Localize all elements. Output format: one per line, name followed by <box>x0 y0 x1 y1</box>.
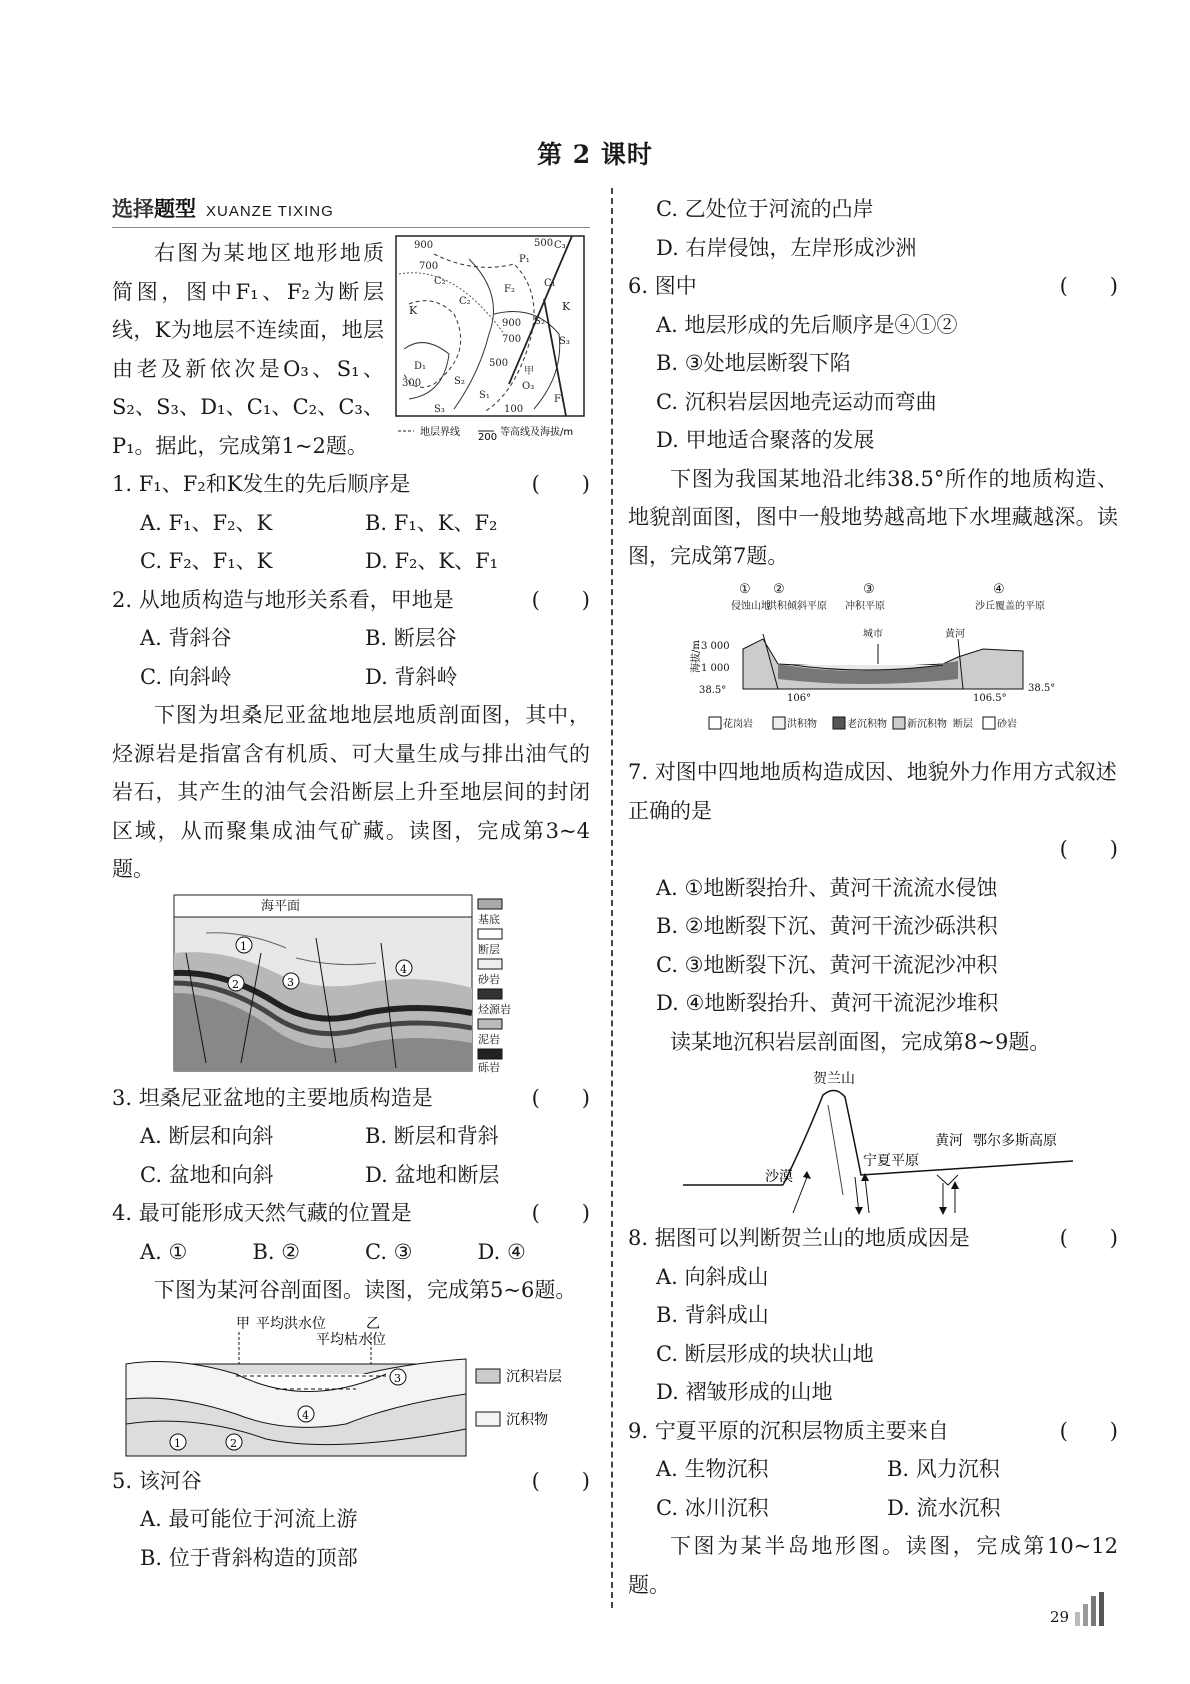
q7-answer-bracket[interactable]: ( ) <box>1059 837 1118 861</box>
right-column <box>628 190 1118 1604</box>
q2-option-a: A. 背斜谷 <box>140 626 232 650</box>
geologic-map-figure <box>394 234 590 455</box>
q6-option-a: A. 地层形成的先后顺序是④①② <box>656 312 958 337</box>
q5-option-c: C. 乙处位于河流的凸岸 <box>656 197 874 221</box>
q2-option-c: C. 向斜岭 <box>140 664 232 689</box>
svg-text:S₃: S₃ <box>434 404 445 415</box>
page-corner-bars-icon <box>1075 1592 1105 1626</box>
intro-q7: 下图为我国某地沿北纬38.5°所作的地质构造、地貌剖面图，图中一般地势越高地下水埋藏越深。读图，完成第7题。 <box>628 466 1118 568</box>
svg-text:C₂: C₂ <box>434 276 446 287</box>
q9-option-c: C. 冰川沉积 <box>656 1495 769 1520</box>
q8-answer-bracket[interactable]: ( ) <box>1059 1226 1118 1250</box>
svg-text:100: 100 <box>504 404 524 415</box>
q2-answer-bracket[interactable]: ( ) <box>531 587 590 612</box>
fig5-plateau: 鄂尔多斯高原 <box>973 1133 1057 1149</box>
q6-option-b: B. ③处地层断裂下陷 <box>656 351 851 375</box>
column-divider <box>611 188 613 1608</box>
q1-answer-bracket[interactable]: ( ) <box>531 472 590 496</box>
legend-sandstone: 砂岩 <box>478 972 500 986</box>
q3-stem: 3. 坦桑尼亚盆地的主要地质构造是 <box>112 1085 433 1110</box>
fig4-city: 城市 <box>863 629 883 640</box>
svg-text:S₁: S₁ <box>479 390 490 401</box>
q5-option-d: D. 右岸侵蚀，左岸形成沙洲 <box>656 235 917 260</box>
fig4-n3: ③ <box>863 582 875 597</box>
section-label-light: 选择 <box>112 197 154 221</box>
river-valley-section <box>116 1314 586 1458</box>
q6-stem: 6. 图中 <box>628 274 697 298</box>
fig4-legend-new-sediment: 新沉积物 <box>907 719 947 730</box>
question-9 <box>628 1412 1118 1451</box>
fig4-lon-left: 106° <box>787 693 812 704</box>
fig4-legend-sandstone: 砂岩 <box>997 719 1017 730</box>
q7-option-d: D. ④地断裂抬升、黄河干流泥沙堆积 <box>656 991 999 1015</box>
q3-option-c: C. 盆地和向斜 <box>140 1162 274 1187</box>
svg-text:甲: 甲 <box>524 366 534 377</box>
svg-text:F₂: F₂ <box>504 284 515 295</box>
svg-text:3: 3 <box>287 975 294 989</box>
q5-stem: 5. 该河谷 <box>112 1468 202 1493</box>
q1-stem: 1. F₁、F₂和K发生的先后顺序是 <box>112 472 411 496</box>
question-4 <box>112 1194 590 1233</box>
fig4-lat-right: 38.5° <box>1028 683 1056 694</box>
q7-option-c: C. ③地断裂下沉、黄河干流泥沙冲积 <box>656 952 998 977</box>
q7-option-a: A. ①地断裂抬升、黄河干流流水侵蚀 <box>656 875 998 900</box>
fig4-n2: ② <box>773 582 785 597</box>
q1-option-a: A. F₁、F₂、K <box>140 510 273 535</box>
section-label-en: XUANZE TIXING <box>206 203 334 220</box>
fig3-legend-sediment: 沉积物 <box>506 1411 548 1428</box>
q8-option-d: D. 褶皱形成的山地 <box>656 1380 833 1404</box>
q9-option-b: B. 风力沉积 <box>887 1457 1000 1481</box>
svg-text:1: 1 <box>174 1436 181 1450</box>
q4-stem: 4. 最可能形成天然气藏的位置是 <box>112 1201 412 1225</box>
legend-basement: 基底 <box>478 912 500 926</box>
q8-option-b: B. 背斜成山 <box>656 1303 769 1327</box>
section-header <box>112 190 590 230</box>
fig4-y1: 3 000 <box>701 641 730 652</box>
svg-text:C₂: C₂ <box>459 296 471 307</box>
fig3-yi: 乙 <box>366 1315 380 1332</box>
fig3-legend-rock: 沉积岩层 <box>506 1368 562 1385</box>
fig4-ylabel: 海拔/m <box>691 640 702 673</box>
svg-text:K: K <box>562 300 571 313</box>
svg-text:F₁: F₁ <box>554 394 565 405</box>
svg-text:S₃: S₃ <box>559 336 570 347</box>
q4-answer-bracket[interactable]: ( ) <box>531 1201 590 1225</box>
fig3-flood-level: 平均洪水位 <box>256 1315 326 1332</box>
question-5 <box>112 1462 590 1501</box>
q4-option-a: A. ① <box>140 1239 188 1264</box>
svg-text:900: 900 <box>502 318 522 329</box>
svg-text:700: 700 <box>502 334 522 345</box>
fig3-jia: 甲 <box>236 1315 250 1332</box>
q5-option-a: A. 最可能位于河流上游 <box>140 1507 358 1531</box>
svg-text:2: 2 <box>230 1436 237 1450</box>
q1-option-b: B. F₁、K、F₂ <box>365 510 498 535</box>
fig4-legend-old-sediment: 老沉积物 <box>847 719 887 730</box>
left-column <box>112 190 590 1577</box>
svg-text:700: 700 <box>419 261 439 272</box>
question-3 <box>112 1079 590 1118</box>
sea-level-label: 海平面 <box>261 898 301 914</box>
fig3-dry-level: 平均枯水位 <box>316 1331 386 1348</box>
svg-text:1: 1 <box>240 939 247 953</box>
fig4-eroded-mountain: 侵蚀山地 <box>731 601 771 612</box>
question-1 <box>112 465 590 504</box>
fig4-dune-plain: 沙丘覆盖的平原 <box>975 601 1045 612</box>
q3-option-d: D. 盆地和断层 <box>365 1162 500 1187</box>
geologic-map <box>394 234 590 442</box>
legend-mudstone: 泥岩 <box>478 1032 500 1046</box>
svg-text:O₃: O₃ <box>522 381 535 392</box>
q4-option-d: D. ④ <box>477 1239 526 1264</box>
svg-text:500: 500 <box>489 358 509 369</box>
q8-stem: 8. 据图可以判断贺兰山的地质成因是 <box>628 1226 970 1250</box>
q4-option-c: C. ③ <box>365 1239 413 1264</box>
svg-text:4: 4 <box>400 962 407 976</box>
svg-text:4: 4 <box>302 1408 309 1422</box>
fig4-river: 黄河 <box>945 629 965 640</box>
q4-option-b: B. ② <box>252 1239 301 1264</box>
intro-q3-4: 下图为坦桑尼亚盆地地层地质剖面图，其中，烃源岩是指富含有机质、可大量生成与排出油气的岩石，其产生的油气会沿断层上升至地层间的封闭区域，从而聚集成油气矿藏。读图，完成第3~4题。 <box>112 703 590 881</box>
page-title: 第 2 课时 <box>537 140 653 169</box>
q6-option-c: C. 沉积岩层因地壳运动而弯曲 <box>656 389 937 414</box>
latitude-section-38-5 <box>683 579 1063 749</box>
q8-option-c: C. 断层形成的块状山地 <box>656 1341 874 1366</box>
legend-source-rock: 烃源岩 <box>478 1002 511 1016</box>
q9-answer-bracket[interactable]: ( ) <box>1059 1418 1118 1443</box>
q9-option-d: D. 流水沉积 <box>887 1495 1001 1520</box>
tanzania-basin-section <box>166 893 536 1075</box>
fig5-desert: 沙漠 <box>765 1169 793 1185</box>
helan-mountain-section <box>673 1065 1073 1215</box>
q7-option-b: B. ②地断裂下沉、黄河干流沙砾洪积 <box>656 914 998 938</box>
q6-answer-bracket[interactable]: ( ) <box>1059 274 1118 298</box>
question-6 <box>628 267 1118 306</box>
q9-option-a: A. 生物沉积 <box>656 1457 769 1481</box>
q1-option-d: D. F₂、K、F₁ <box>365 549 499 573</box>
page-number: 29 <box>1050 1608 1070 1626</box>
fig4-alluvial-plain: 冲积平原 <box>845 601 885 612</box>
intro-q1-2: 右图为某地区地形地质简图，图中F₁、F₂为断层线，K为地层不连续面，地层由老及新依次是O₃、S₁、S₂、S₃、D₁、C₁、C₂、C₃、P₁。据此，完成第1~2题。 <box>112 241 384 458</box>
svg-text:K: K <box>409 304 418 317</box>
fig4-legend-flood-deposit: 洪积物 <box>787 719 817 730</box>
svg-text:C₁: C₁ <box>544 278 556 289</box>
fig5-plain: 宁夏平原 <box>863 1153 919 1169</box>
legend-conglomerate: 砾岩 <box>478 1060 500 1074</box>
fig4-alluvial-fan: 洪积倾斜平原 <box>767 601 827 612</box>
q3-option-b: B. 断层和背斜 <box>365 1124 499 1148</box>
q3-option-a: A. 断层和向斜 <box>140 1124 274 1148</box>
fig4-n4: ④ <box>993 582 1005 597</box>
q8-option-a: A. 向斜成山 <box>656 1264 769 1289</box>
map-legend-2: 200 <box>478 432 498 442</box>
question-2 <box>112 581 590 620</box>
svg-text:S₂: S₂ <box>454 376 465 387</box>
fig4-legend-granite: 花岗岩 <box>723 719 753 730</box>
svg-text:P₁: P₁ <box>519 254 530 265</box>
section-underline <box>112 227 590 228</box>
svg-text:S₂: S₂ <box>534 316 545 327</box>
map-legend-1: 地层界线 <box>420 427 460 438</box>
fig4-lat-left: 38.5° <box>699 685 727 696</box>
fig5-helan: 贺兰山 <box>813 1071 855 1087</box>
map-legend-3: 等高线及海拔/m <box>500 427 574 438</box>
svg-text:500: 500 <box>534 238 554 249</box>
q2-stem: 2. 从地质构造与地形关系看，甲地是 <box>112 587 454 612</box>
svg-text:D₁: D₁ <box>414 361 427 372</box>
q2-option-d: D. 背斜岭 <box>365 664 458 689</box>
section-label-bold: 题型 <box>154 197 196 221</box>
intro-q8-9: 读某地沉积岩层剖面图，完成第8~9题。 <box>670 1029 1051 1054</box>
q2-option-b: B. 断层谷 <box>365 626 457 650</box>
legend-fault: 断层 <box>478 942 500 956</box>
q6-option-d: D. 甲地适合聚落的发展 <box>656 428 875 452</box>
q3-answer-bracket[interactable]: ( ) <box>531 1085 590 1110</box>
svg-text:900: 900 <box>414 240 434 251</box>
q5-answer-bracket[interactable]: ( ) <box>531 1468 590 1493</box>
fig4-n1: ① <box>739 582 751 597</box>
q9-stem: 9. 宁夏平原的沉积层物质主要来自 <box>628 1418 949 1443</box>
fig4-legend-fault: 断层 <box>953 719 973 730</box>
q7-stem: 7. 对图中四地地质构造成因、地貌外力作用方式叙述正确的是 <box>628 760 1117 823</box>
intro-q10-12: 下图为某半岛地形图。读图，完成第10~12题。 <box>628 1534 1118 1597</box>
svg-text:C₃: C₃ <box>554 240 566 251</box>
fig4-lon-right: 106.5° <box>973 693 1007 704</box>
q5-option-b: B. 位于背斜构造的顶部 <box>140 1545 358 1570</box>
question-8 <box>628 1219 1118 1258</box>
q1-option-c: C. F₂、F₁、K <box>140 549 273 573</box>
fig5-river: 黄河 <box>935 1133 963 1149</box>
question-7 <box>628 753 1118 830</box>
svg-text:300: 300 <box>402 378 422 389</box>
fig4-y2: 1 000 <box>701 663 730 674</box>
intro-q5-6: 下图为某河谷剖面图。读图，完成第5~6题。 <box>154 1278 577 1302</box>
svg-text:2: 2 <box>232 977 239 991</box>
svg-text:3: 3 <box>394 1371 401 1385</box>
